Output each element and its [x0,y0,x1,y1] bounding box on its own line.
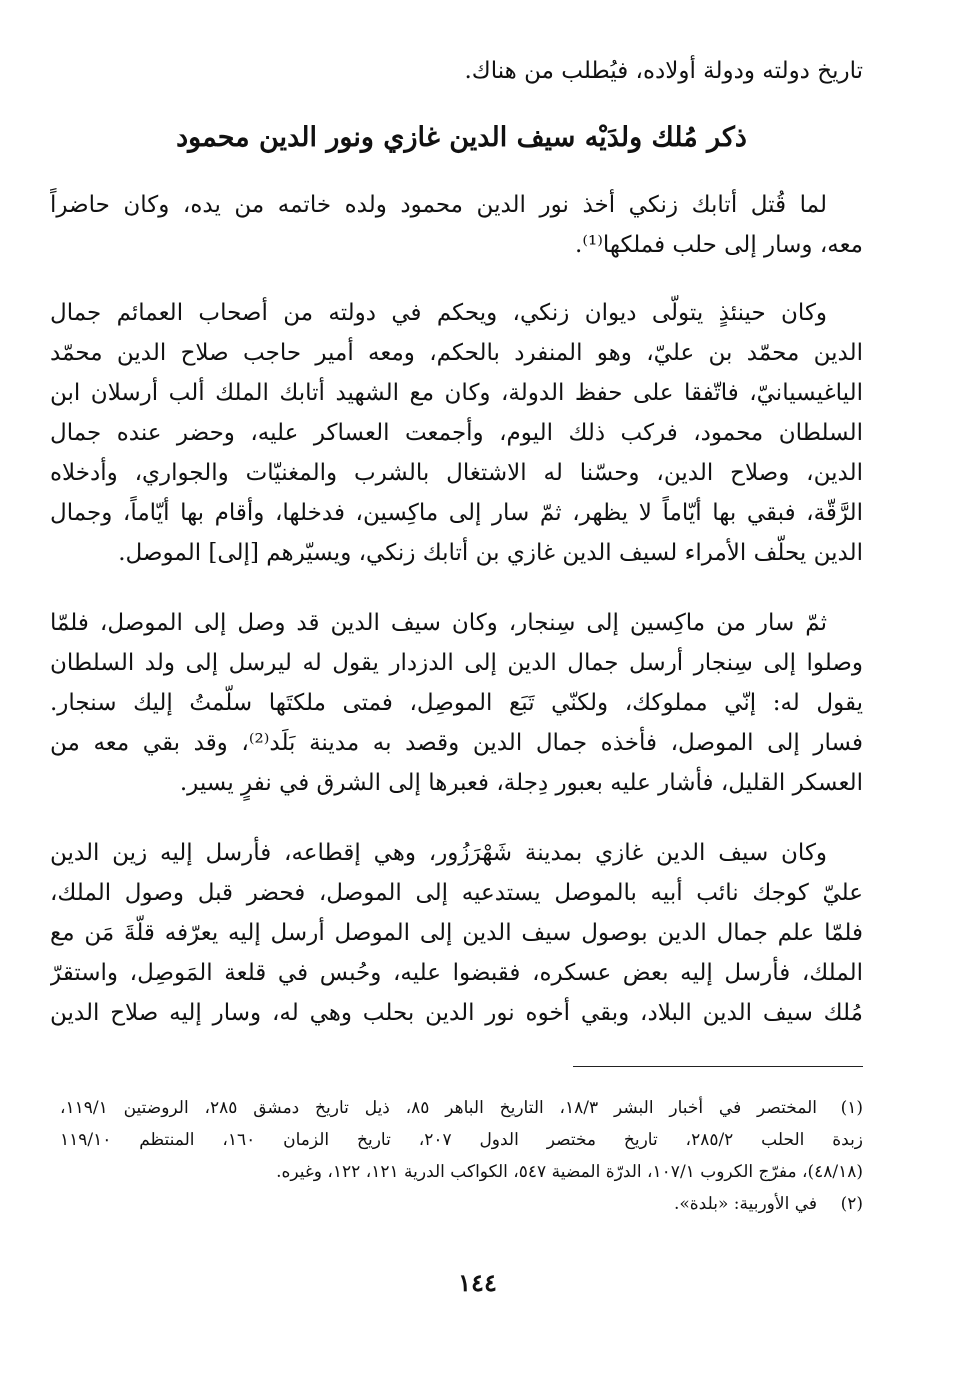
paragraph-3-line-4: فسار إلى الموصل، فأخذه جمال الدين وقصد به مدينة بَلَد⁽²⁾، وقد بقي معه من [50,730,863,756]
footnote-1-line-2: زبدة الحلب ٢٨٥/٢، تاريخ مختصر الدول ٢٠٧، تاريخ الزمان ١٦٠، المنتظم ١١٩/١٠ [60,1130,863,1150]
paragraph-2-line-4: السلطان محمود، فركب ذلك اليوم، وأجمعت العساكر عليه، وحضر عنده جمال [50,420,863,446]
paragraph-2-line-2: الدين محمّد بن عليّ، وهو المنفرد بالحكم، ومعه أمير حاجب صلاح الدين محمّد [50,340,863,366]
paragraph-2-line-5: الدين، وصلاح الدين، وحسّنا له الاشتغال بالشرب والمغنيّات والجواري، وأدخلاه [50,460,863,486]
paragraph-1-line-1: لما قُتل أتابك زنكي أخذ نور الدين محمود ولده خاتمه من يده، وكان حاضراً [50,192,827,218]
paragraph-4-line-3: فلمّا علم جمال الدين بوصول سيف الدين إلى الموصل أرسل إليه يعرّفه قلّةَ مَن مع [50,920,863,946]
carryover-line: تاريخ دولته ودولة أولاده، فيُطلب من هناك. [464,58,863,84]
footnote-separator [573,1066,863,1067]
paragraph-2-line-6: الرَّقّة، فبقي بها أيّاماً لا يظهر، ثمّ سار إلى ماكِسين، فدخلها، وأقام بها أيّاماً، وجمال [50,500,863,526]
footnote-1-line-1: المختصر في أخبار البشر ١٨/٣، التاريخ الباهر ٨٥، ذيل تاريخ دمشق ٢٨٥، الروضتين ١١٩/١، [60,1098,817,1118]
paragraph-2-line-1: وكان حينئذٍ يتولّى ديوان زنكي، ويحكم في دولته من أصحاب العمائم جمال [50,300,827,326]
paragraph-3-line-3: يقول له: إنّي مملوكك، ولكنّي تَبَع الموصِل، فمتى ملكتَها سلّمتُ إليك سنجار. [50,690,863,716]
paragraph-3-line-1: ثمّ سار من ماكِسين إلى سِنجار، وكان سيف الدين قد وصل إلى الموصل، فلمّا [50,610,827,636]
paragraph-2-line-3: الياغيسيانيّ، فاتّفقا على حفظ الدولة، وكان مع الشهيد أتابك الملك ألب أرسلان ابن [50,380,863,406]
paragraph-4-line-2: عليّ كوجك نائب أبيه بالموصل يستدعيه إلى الموصل، فحضر قبل وصول الملك، [50,880,863,906]
footnote-2-number: (٢) [840,1194,863,1214]
footnote-1-line-3: (٤٨/١٨)، مفرّج الكروب ١٠٧/١، الدرّة المضية ٥٤٧، الكواكب الدرية ١٢١، ١٢٢، وغيره. [276,1162,863,1182]
page-number: ١٤٤ [458,1268,497,1297]
paragraph-3-line-5: العسكر القليل، فأشار عليه بعبور دِجلة، فعبرها إلى الشرق في نفرٍ يسير. [179,770,863,796]
paragraph-3-line-2: وصلوا إلى سِنجار أرسل جمال الدين إلى الدزدار يقول له ليرسل إلى ولد السلطان [50,650,863,676]
paragraph-4-line-5: مُلك سيف الدين البلاد، وبقي أخوه نور الدين بحلب وهي له، وسار إليه صلاح الدين [50,1000,863,1026]
paragraph-1-line-2: معه، وسار إلى حلب فملكها⁽¹⁾. [575,232,863,258]
paragraph-4-line-4: الملك، فأرسل إليه بعض عسكره، فقبضوا عليه، وحُبس في قلعة المَوصِل، واستقرّ [50,960,863,986]
paragraph-2-line-7: الدين يحلّف الأمراء لسيف الدين غازي بن أتابك زنكي، ويسيّرهم [إلى] الموصل. [118,540,863,566]
paragraph-4-line-1: وكان سيف الدين غازي بمدينة شَهْرَزُور، وهي إقطاعه، فأرسل إليه زين الدين [50,840,827,866]
section-heading: ذكر مُلك ولدَيْه سيف الدين غازي ونور الدين محمود [176,122,747,153]
footnote-2-line-1: في الأوربية: «بلدة». [673,1194,817,1214]
footnote-1-number: (١) [840,1098,863,1118]
